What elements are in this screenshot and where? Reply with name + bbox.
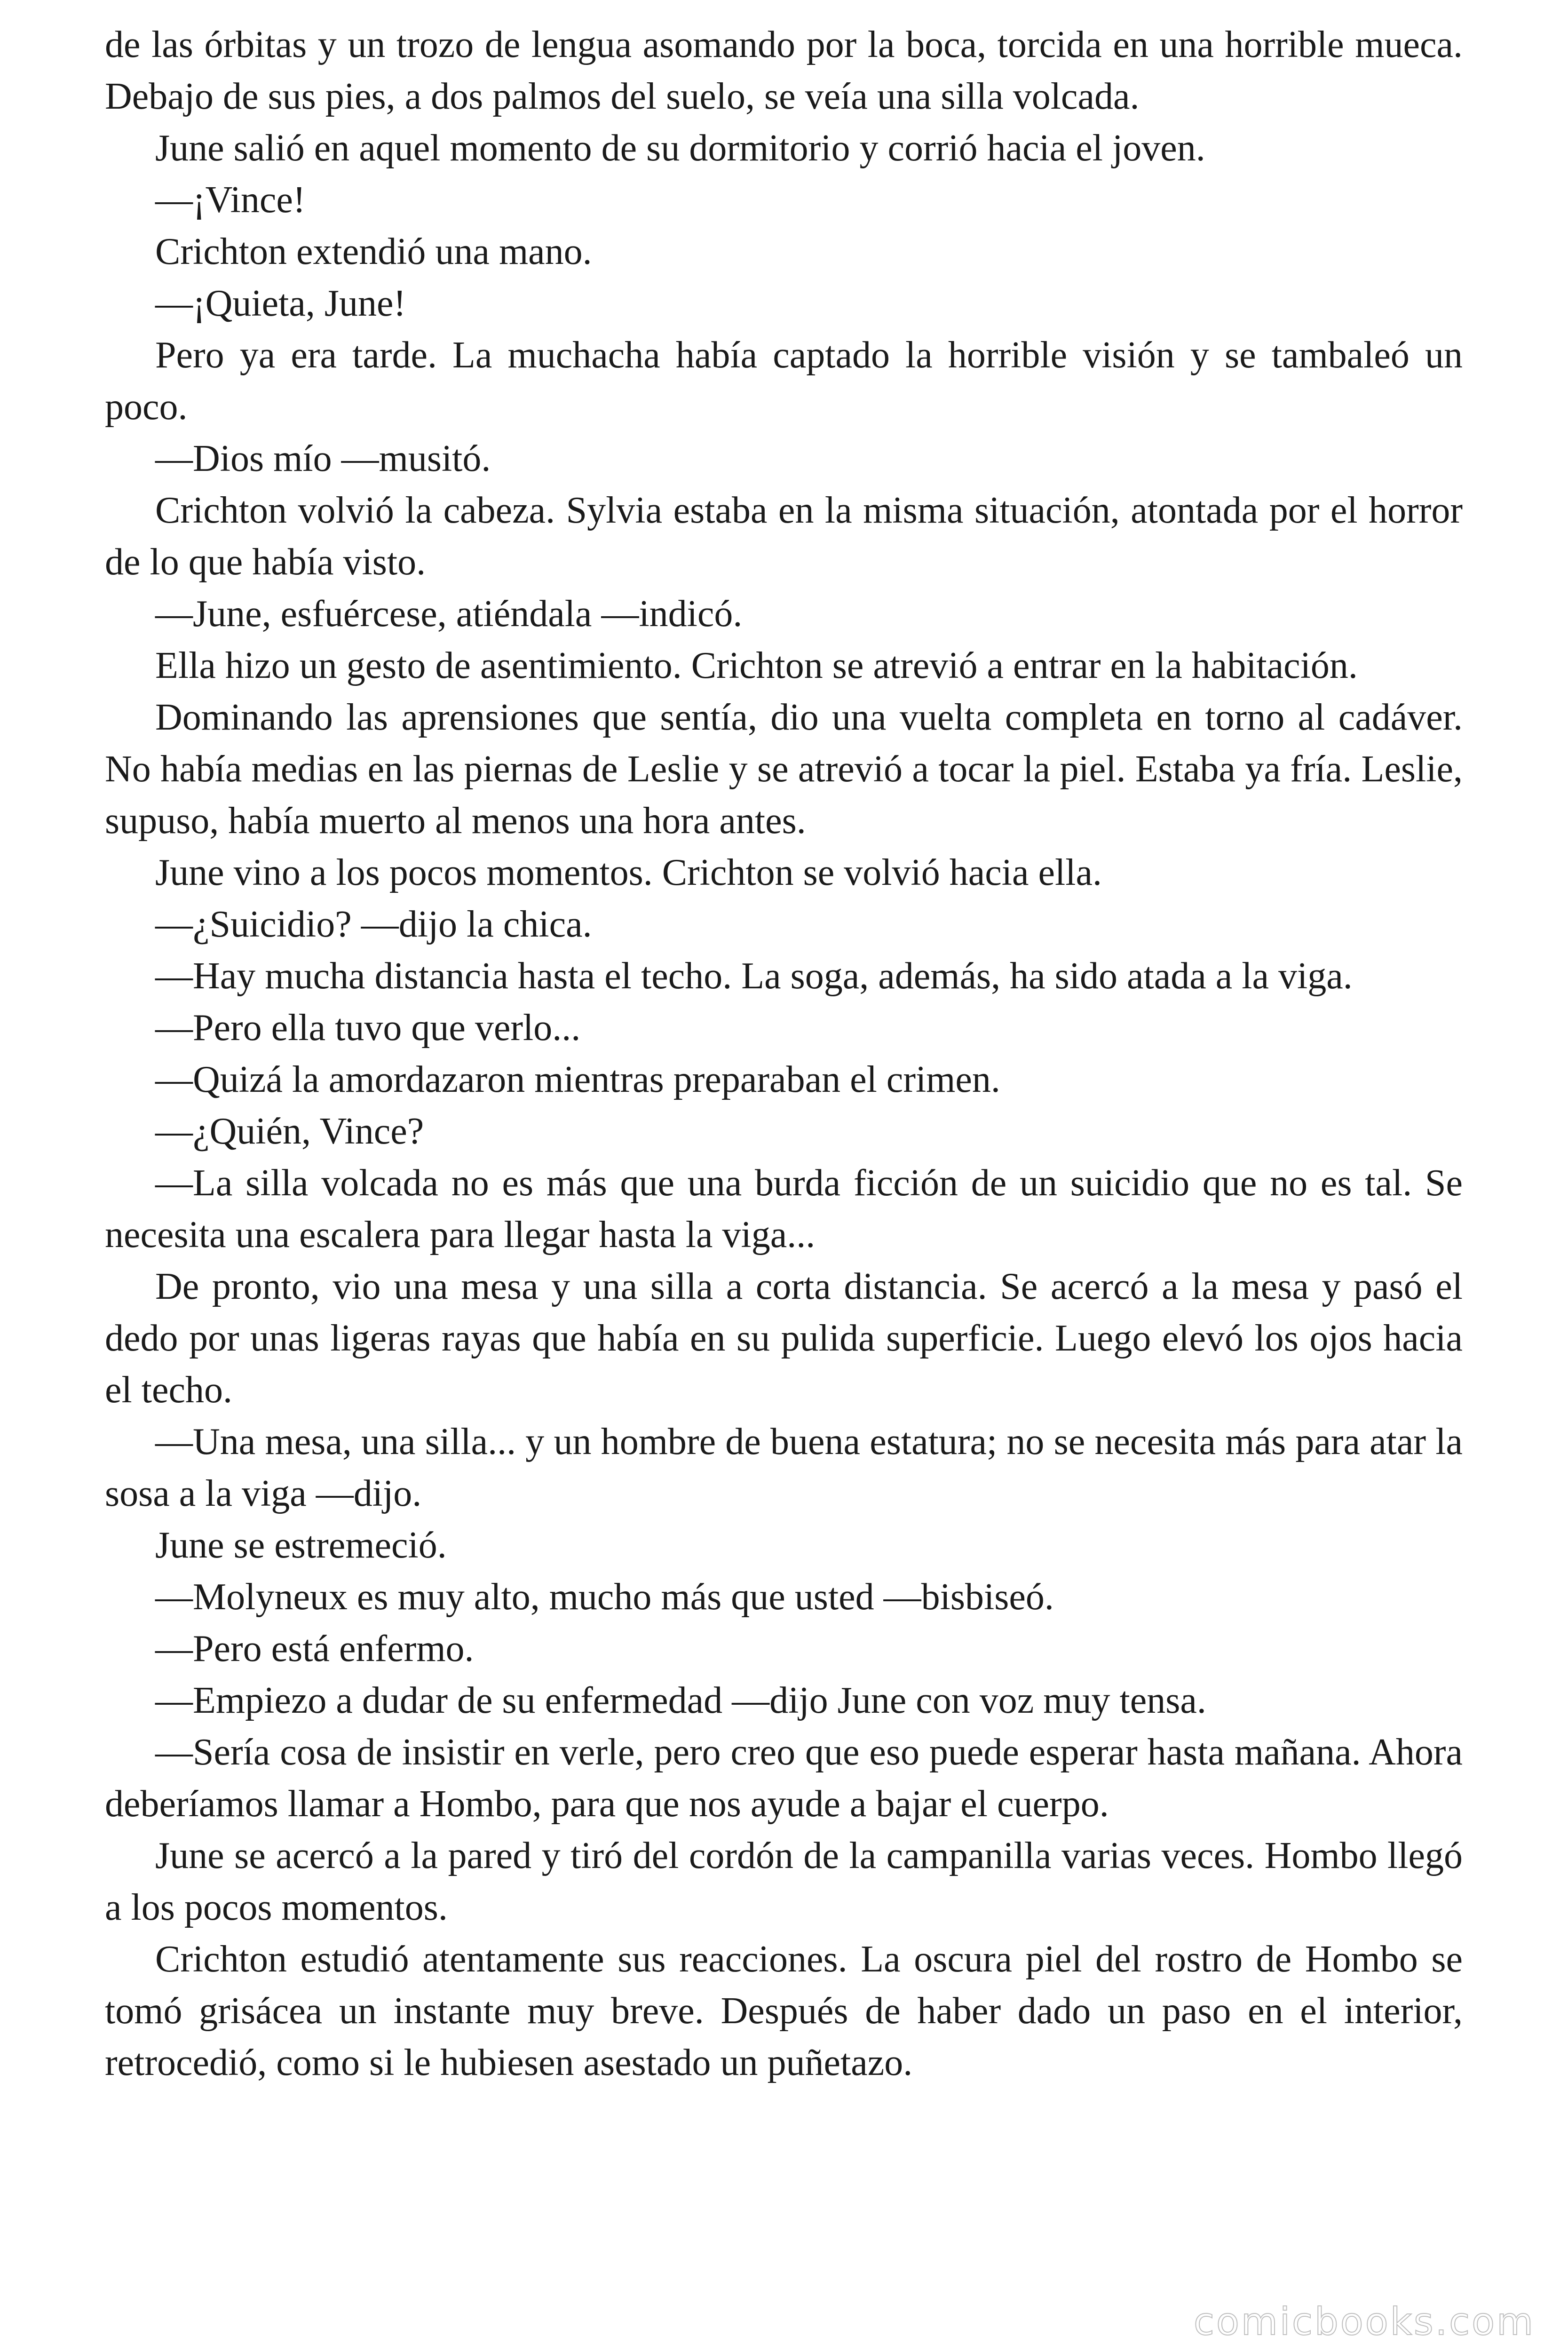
paragraph: Pero ya era tarde. La muchacha había captado la horrible visión y se tambaleó un poco. [105,334,1463,428]
paragraph: —Una mesa, una silla... y un hombre de buena estatura; no se necesita más para atar la sosa a la viga —dijo. [105,1421,1463,1514]
paragraph: —¡Quieta, June! [155,283,406,324]
paragraph: —¿Quién, Vince? [155,1111,424,1152]
paragraph: —Pero está enfermo. [155,1628,474,1669]
paragraph: Crichton extendió una mano. [155,231,592,272]
paragraph: Dominando las aprensiones que sentía, dio una vuelta completa en torno al cadáver. No había medias en las piernas de Leslie y se atrevió a tocar la piel. Estaba ya fría. Leslie, supuso, había muerto al menos una hora antes. [105,697,1463,842]
paragraph: June salió en aquel momento de su dormitorio y corrió hacia el joven. [155,127,1205,169]
paragraph: De pronto, vio una mesa y una silla a corta distancia. Se acercó a la mesa y pasó el dedo por unas ligeras rayas que había en su pulida superficie. Luego elevó los ojos hacia el techo. [105,1266,1463,1411]
paragraph: June se estremeció. [155,1525,447,1566]
paragraph: June se acercó a la pared y tiró del cordón de la campanilla varias veces. Hombo llegó a los pocos momentos. [105,1835,1463,1928]
paragraph: Crichton volvió la cabeza. Sylvia estaba en la misma situación, atontada por el horror de lo que había visto. [105,490,1463,583]
paragraph: —¿Suicidio? —dijo la chica. [155,904,592,945]
paragraph: —Empiezo a dudar de su enfermedad —dijo June con voz muy tensa. [155,1680,1206,1721]
paragraph: —Dios mío —musitó. [155,438,491,479]
paragraph: Crichton estudió atentamente sus reacciones. La oscura piel del rostro de Hombo se tomó grisácea un instante muy breve. Después de haber dado un paso en el interior, retrocedió, como si le hubiesen asestado un puñetazo. [105,1939,1463,2083]
paragraph: —June, esfuércese, atiéndala —indicó. [155,593,743,635]
paragraph: —Pero ella tuvo que verlo... [155,1007,581,1049]
paragraph: Ella hizo un gesto de asentimiento. Crichton se atrevió a entrar en la habitación. [155,645,1358,686]
page-text-body [105,19,1463,2089]
paragraph: —Molyneux es muy alto, mucho más que usted —bisbiseó. [155,1576,1054,1618]
paragraph: June vino a los pocos momentos. Crichton se volvió hacia ella. [155,852,1102,893]
paragraph: —Hay mucha distancia hasta el techo. La soga, además, ha sido atada a la viga. [155,955,1353,997]
paragraph: —La silla volcada no es más que una burda ficción de un suicidio que no es tal. Se necesita una escalera para llegar hasta la viga... [105,1162,1463,1255]
paragraph: —Sería cosa de insistir en verle, pero creo que eso puede esperar hasta mañana. Ahora deberíamos llamar a Hombo, para que nos ayude a bajar el cuerpo. [105,1732,1463,1825]
paragraph: de las órbitas y un trozo de lengua asomando por la boca, torcida en una horrible mueca. Debajo de sus pies, a dos palmos del suelo, se veía una silla volcada. [105,24,1463,117]
paragraph: —Quizá la amordazaron mientras preparaban el crimen. [155,1059,1000,1100]
paragraph: —¡Vince! [155,179,306,221]
watermark: comicbooks.com [1193,2300,1535,2344]
